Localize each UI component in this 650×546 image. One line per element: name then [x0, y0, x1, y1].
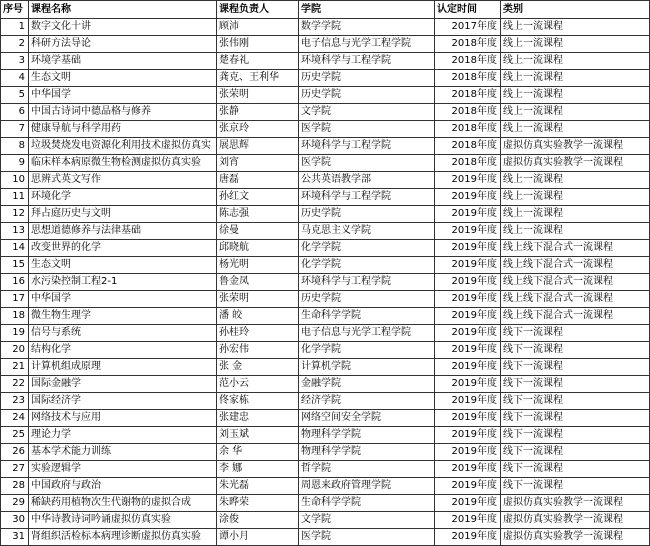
cell-seq: 21: [1, 359, 29, 376]
cell-category: 线上一流课程: [501, 223, 650, 240]
cell-seq: 9: [1, 155, 29, 172]
table-row: [1, 36, 650, 53]
cell-category: 线下一流课程: [501, 461, 650, 478]
cell-year: 2019年度: [435, 172, 501, 189]
cell-seq: 22: [1, 376, 29, 393]
cell-category: 线上一流课程: [501, 189, 650, 206]
cell-year: 2019年度: [435, 529, 501, 546]
cell-course-name: 临床样本病原微生物检测虚拟仿真实验: [29, 155, 217, 172]
cell-seq: 16: [1, 274, 29, 291]
cell-seq: 19: [1, 325, 29, 342]
cell-category: 线上线下混合式一流课程: [501, 291, 650, 308]
cell-year: 2018年度: [435, 36, 501, 53]
cell-course-name: 信号与系统: [29, 325, 217, 342]
cell-year: 2019年度: [435, 189, 501, 206]
cell-lead: 朱晔荣: [217, 495, 299, 512]
table-row: [1, 529, 650, 546]
cell-lead: 张京玲: [217, 121, 299, 138]
cell-college: 环境科学与工程学院: [299, 138, 435, 155]
table-row: [1, 53, 650, 70]
cell-lead: 佟家栋: [217, 393, 299, 410]
cell-college: 历史学院: [299, 206, 435, 223]
cell-year: 2018年度: [435, 70, 501, 87]
cell-category: 线上线下混合式一流课程: [501, 308, 650, 325]
table-row: [1, 257, 650, 274]
cell-lead: 孙宏伟: [217, 342, 299, 359]
cell-year: 2019年度: [435, 274, 501, 291]
table-row: [1, 155, 650, 172]
cell-seq: 18: [1, 308, 29, 325]
cell-course-name: 数字文化十讲: [29, 19, 217, 36]
cell-college: 数学学院: [299, 19, 435, 36]
cell-year: 2017年度: [435, 19, 501, 36]
cell-category: 线上线下混合式一流课程: [501, 274, 650, 291]
table-row: [1, 189, 650, 206]
cell-college: 生命科学学院: [299, 495, 435, 512]
cell-lead: 龚克、王利华: [217, 70, 299, 87]
table-row: [1, 410, 650, 427]
cell-category: 线上一流课程: [501, 206, 650, 223]
cell-seq: 31: [1, 529, 29, 546]
cell-category: 线下一流课程: [501, 376, 650, 393]
cell-lead: 刘宵: [217, 155, 299, 172]
cell-year: 2019年度: [435, 359, 501, 376]
cell-seq: 6: [1, 104, 29, 121]
cell-lead: 杨光明: [217, 257, 299, 274]
cell-year: 2019年度: [435, 291, 501, 308]
cell-course-name: 环境化学: [29, 189, 217, 206]
cell-category: 虚拟仿真实验教学一流课程: [501, 155, 650, 172]
cell-seq: 1: [1, 19, 29, 36]
table-row: [1, 478, 650, 495]
cell-college: 医学院: [299, 529, 435, 546]
cell-seq: 14: [1, 240, 29, 257]
cell-college: 金融学院: [299, 376, 435, 393]
cell-course-name: 中华国学: [29, 291, 217, 308]
cell-seq: 8: [1, 138, 29, 155]
cell-college: 电子信息与光学工程学院: [299, 36, 435, 53]
cell-lead: 范小云: [217, 376, 299, 393]
cell-course-name: 理论力学: [29, 427, 217, 444]
header-year: 认定时间: [435, 1, 501, 19]
cell-course-name: 中国古诗词中德品格与修养: [29, 104, 217, 121]
cell-college: 物理科学学院: [299, 427, 435, 444]
cell-category: 线下一流课程: [501, 427, 650, 444]
cell-college: 生命科学学院: [299, 308, 435, 325]
cell-lead: 孙红文: [217, 189, 299, 206]
table-row: [1, 206, 650, 223]
cell-seq: 25: [1, 427, 29, 444]
cell-lead: 余 华: [217, 444, 299, 461]
cell-year: 2019年度: [435, 393, 501, 410]
cell-year: 2018年度: [435, 121, 501, 138]
table-row: [1, 342, 650, 359]
cell-category: 虚拟仿真实验教学一流课程: [501, 512, 650, 529]
cell-year: 2019年度: [435, 325, 501, 342]
cell-lead: 李 娜: [217, 461, 299, 478]
cell-college: 历史学院: [299, 70, 435, 87]
cell-course-name: 国际经济学: [29, 393, 217, 410]
cell-category: 虚拟仿真实验教学一流课程: [501, 529, 650, 546]
table-row: [1, 359, 650, 376]
cell-seq: 4: [1, 70, 29, 87]
cell-category: 线下一流课程: [501, 410, 650, 427]
table-row: [1, 223, 650, 240]
cell-category: 线下一流课程: [501, 444, 650, 461]
cell-course-name: 环境学基础: [29, 53, 217, 70]
cell-year: 2019年度: [435, 495, 501, 512]
cell-year: 2019年度: [435, 461, 501, 478]
cell-lead: 徐曼: [217, 223, 299, 240]
table-row: [1, 427, 650, 444]
cell-course-name: 水污染控制工程2-1: [29, 274, 217, 291]
table-row: [1, 308, 650, 325]
cell-seq: 11: [1, 189, 29, 206]
cell-seq: 3: [1, 53, 29, 70]
cell-category: 线上一流课程: [501, 36, 650, 53]
cell-year: 2019年度: [435, 410, 501, 427]
cell-college: 医学院: [299, 121, 435, 138]
cell-course-name: 肾组织活检标本病理诊断虚拟仿真实验: [29, 529, 217, 546]
cell-lead: 唐磊: [217, 172, 299, 189]
cell-college: 公共英语教学部: [299, 172, 435, 189]
cell-year: 2019年度: [435, 376, 501, 393]
cell-lead: 谭小月: [217, 529, 299, 546]
cell-category: 虚拟仿真实验教学一流课程: [501, 495, 650, 512]
cell-college: 哲学院: [299, 461, 435, 478]
cell-course-name: 国际金融学: [29, 376, 217, 393]
cell-year: 2019年度: [435, 512, 501, 529]
cell-lead: 顾沛: [217, 19, 299, 36]
cell-lead: 邱晓航: [217, 240, 299, 257]
cell-college: 化学学院: [299, 342, 435, 359]
cell-course-name: 稀缺药用植物次生代谢物的虚拟合成: [29, 495, 217, 512]
table-row: [1, 172, 650, 189]
cell-seq: 26: [1, 444, 29, 461]
cell-college: 文学院: [299, 104, 435, 121]
cell-course-name: 微生物生理学: [29, 308, 217, 325]
cell-college: 环境科学与工程学院: [299, 53, 435, 70]
table-row: [1, 121, 650, 138]
cell-year: 2019年度: [435, 478, 501, 495]
cell-course-name: 中华国学: [29, 87, 217, 104]
cell-seq: 15: [1, 257, 29, 274]
cell-course-name: 垃圾焚烧发电资源化利用技术虚拟仿真实: [29, 138, 217, 155]
cell-category: 线上一流课程: [501, 121, 650, 138]
cell-seq: 24: [1, 410, 29, 427]
cell-college: 周恩来政府管理学院: [299, 478, 435, 495]
cell-lead: 张静: [217, 104, 299, 121]
cell-college: 物理科学学院: [299, 444, 435, 461]
cell-course-name: 中华诗教诗词吟诵虚拟仿真实验: [29, 512, 217, 529]
table-row: [1, 461, 650, 478]
cell-year: 2019年度: [435, 240, 501, 257]
cell-category: 线上线下混合式一流课程: [501, 240, 650, 257]
cell-lead: 展思辉: [217, 138, 299, 155]
cell-category: 虚拟仿真实验教学一流课程: [501, 138, 650, 155]
cell-college: 医学院: [299, 155, 435, 172]
cell-course-name: 实验逻辑学: [29, 461, 217, 478]
cell-year: 2018年度: [435, 53, 501, 70]
cell-college: 马克思主义学院: [299, 223, 435, 240]
cell-seq: 5: [1, 87, 29, 104]
cell-lead: 刘玉斌: [217, 427, 299, 444]
cell-seq: 17: [1, 291, 29, 308]
cell-college: 化学学院: [299, 240, 435, 257]
cell-college: 历史学院: [299, 291, 435, 308]
cell-year: 2018年度: [435, 138, 501, 155]
cell-seq: 12: [1, 206, 29, 223]
cell-lead: 孙桂玲: [217, 325, 299, 342]
cell-course-name: 生态文明: [29, 257, 217, 274]
cell-lead: 涂俊: [217, 512, 299, 529]
cell-year: 2019年度: [435, 223, 501, 240]
header-college: 学院: [299, 1, 435, 19]
cell-year: 2018年度: [435, 155, 501, 172]
cell-college: 经济学院: [299, 393, 435, 410]
cell-category: 线下一流课程: [501, 359, 650, 376]
table-row: [1, 495, 650, 512]
cell-lead: 张建忠: [217, 410, 299, 427]
header-category: 类别: [501, 1, 650, 19]
cell-course-name: 计算机组成原理: [29, 359, 217, 376]
header-course-name: 课程名称: [29, 1, 217, 19]
cell-category: 线上一流课程: [501, 87, 650, 104]
cell-seq: 23: [1, 393, 29, 410]
cell-lead: 鲁金凤: [217, 274, 299, 291]
cell-college: 化学学院: [299, 257, 435, 274]
cell-year: 2018年度: [435, 87, 501, 104]
cell-course-name: 生态文明: [29, 70, 217, 87]
cell-lead: 张伟刚: [217, 36, 299, 53]
table-row: [1, 104, 650, 121]
cell-category: 线下一流课程: [501, 342, 650, 359]
table-row: [1, 87, 650, 104]
cell-seq: 13: [1, 223, 29, 240]
cell-course-name: 基本学术能力训练: [29, 444, 217, 461]
table-row: [1, 512, 650, 529]
cell-category: 线上一流课程: [501, 70, 650, 87]
header-seq: 序号: [1, 1, 29, 19]
cell-course-name: 健康导航与科学用药: [29, 121, 217, 138]
cell-course-name: 结构化学: [29, 342, 217, 359]
cell-seq: 30: [1, 512, 29, 529]
table-row: [1, 376, 650, 393]
table-row: [1, 138, 650, 155]
table-row: [1, 325, 650, 342]
table-row: [1, 19, 650, 36]
cell-seq: 28: [1, 478, 29, 495]
cell-year: 2019年度: [435, 308, 501, 325]
cell-category: 线上线下混合式一流课程: [501, 257, 650, 274]
cell-category: 线下一流课程: [501, 393, 650, 410]
cell-lead: 楚春礼: [217, 53, 299, 70]
cell-lead: 潘 皎: [217, 308, 299, 325]
cell-lead: 张 金: [217, 359, 299, 376]
cell-category: 线上一流课程: [501, 53, 650, 70]
cell-seq: 10: [1, 172, 29, 189]
cell-category: 线上一流课程: [501, 104, 650, 121]
cell-college: 环境科学与工程学院: [299, 189, 435, 206]
cell-course-name: 科研方法导论: [29, 36, 217, 53]
header-lead: 课程负责人: [217, 1, 299, 19]
cell-lead: 张荣明: [217, 87, 299, 104]
cell-category: 线下一流课程: [501, 478, 650, 495]
cell-year: 2019年度: [435, 427, 501, 444]
cell-course-name: 改变世界的化学: [29, 240, 217, 257]
cell-college: 网络空间安全学院: [299, 410, 435, 427]
cell-lead: 朱光磊: [217, 478, 299, 495]
table-row: [1, 291, 650, 308]
cell-lead: 张荣明: [217, 291, 299, 308]
cell-year: 2019年度: [435, 444, 501, 461]
table-row: [1, 274, 650, 291]
cell-category: 线上一流课程: [501, 172, 650, 189]
cell-course-name: 拜占庭历史与文明: [29, 206, 217, 223]
table-row: [1, 444, 650, 461]
cell-college: 电子信息与光学工程学院: [299, 325, 435, 342]
cell-college: 文学院: [299, 512, 435, 529]
cell-course-name: 思想道德修养与法律基础: [29, 223, 217, 240]
cell-course-name: 网络技术与应用: [29, 410, 217, 427]
cell-course-name: 中国政府与政治: [29, 478, 217, 495]
cell-seq: 27: [1, 461, 29, 478]
table-row: [1, 70, 650, 87]
cell-college: 环境科学与工程学院: [299, 274, 435, 291]
cell-lead: 陈志强: [217, 206, 299, 223]
cell-seq: 7: [1, 121, 29, 138]
cell-year: 2019年度: [435, 342, 501, 359]
cell-category: 线上一流课程: [501, 19, 650, 36]
cell-year: 2018年度: [435, 104, 501, 121]
cell-course-name: 思辨式英文写作: [29, 172, 217, 189]
table-row: [1, 240, 650, 257]
cell-year: 2019年度: [435, 206, 501, 223]
table-row: [1, 393, 650, 410]
cell-year: 2019年度: [435, 257, 501, 274]
cell-seq: 20: [1, 342, 29, 359]
cell-category: 线下一流课程: [501, 325, 650, 342]
cell-seq: 2: [1, 36, 29, 53]
cell-seq: 29: [1, 495, 29, 512]
cell-college: 历史学院: [299, 87, 435, 104]
table-header-row: [1, 1, 650, 19]
cell-college: 计算机学院: [299, 359, 435, 376]
